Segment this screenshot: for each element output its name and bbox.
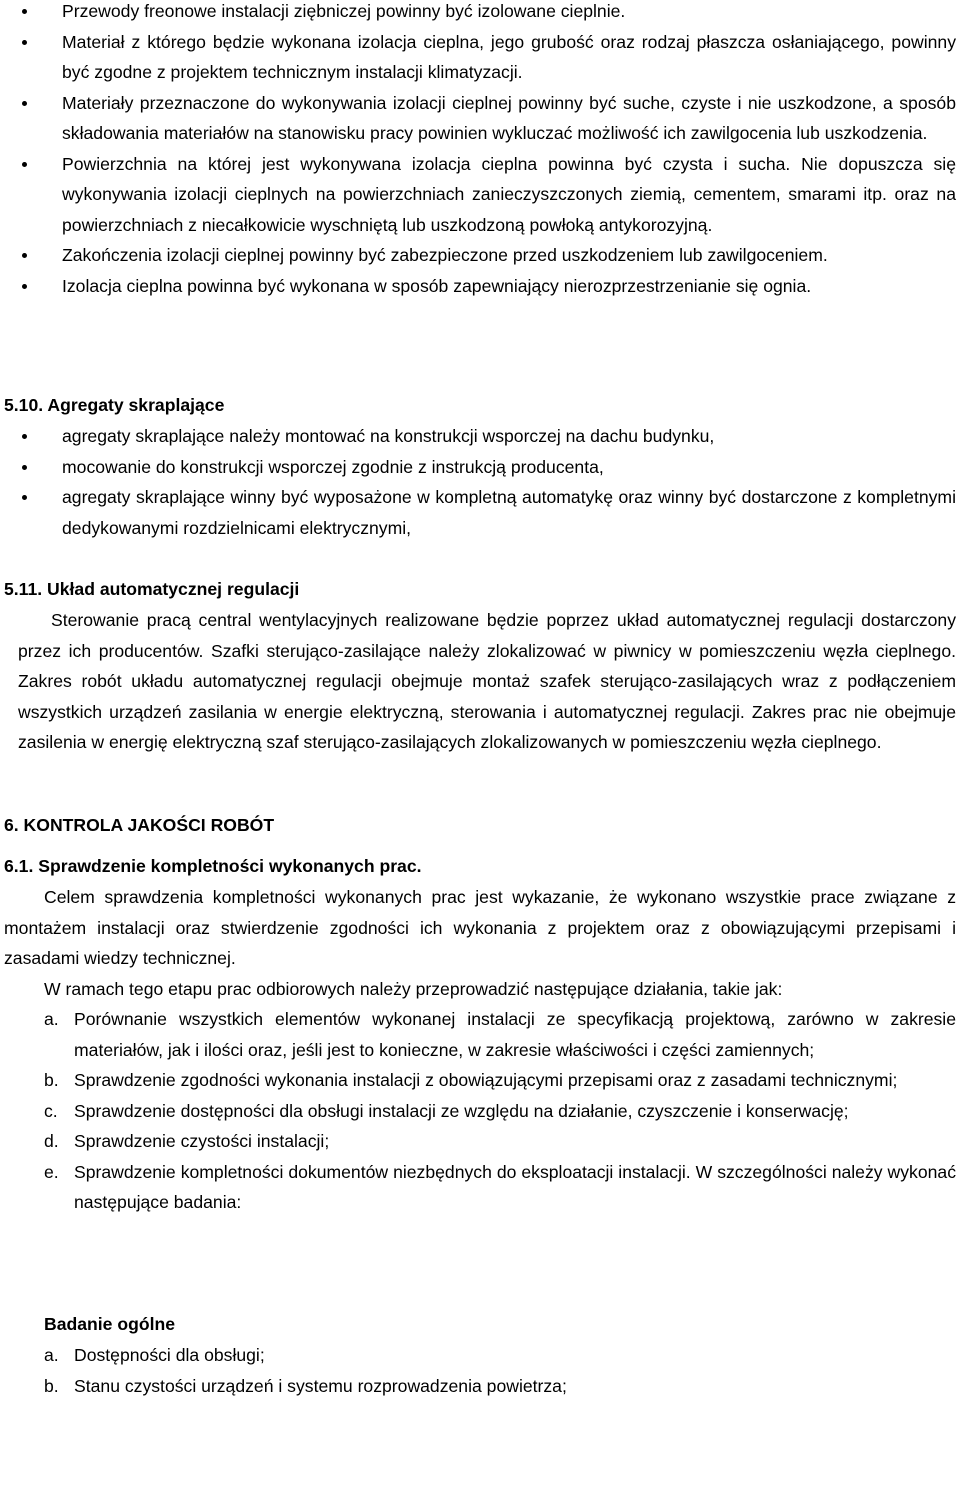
list-item: agregaty skraplające winny być wyposażone w kompletną automatykę oraz winny być dostarczone z kompletnymi dedykowanymi rozdzielnicami elektrycznymi, [0,482,960,543]
bullet-icon [22,253,27,258]
section-5-10-heading: 5.10. Agregaty skraplające [4,395,225,415]
list-item: Materiały przeznaczone do wykonywania izolacji cieplnej powinny być suche, czyste i nie uszkodzone, a sposób składowania materiałów na stanowisku pracy powinien wykluczać możliwość ich zawilgocenia lub uszkodzenia. [0,88,960,149]
list-item: b. Sprawdzenie zgodności wykonania instalacji z obowiązującymi przepisami oraz z zasadami technicznymi; [44,1070,898,1090]
bullet-icon [22,9,27,14]
list-item: c. Sprawdzenie dostępności dla obsługi instalacji ze względu na działanie, czyszczenie i konserwację; [44,1100,849,1121]
list-item: Powierzchnia na której jest wykonywana izolacja cieplna powinna być czysta i sucha. Nie dopuszcza się wykonywania izolacji cieplnych na powierzchniach zanieczyszczonych ziemią, cementem, smarami itp. oraz na powierzchniach z niecałkowicie wyschniętą lub uszkodzoną powłoką antykorozyjną. [0,149,960,241]
bullet-icon [22,40,27,45]
condensing-units-list [0,421,960,543]
list-item: a. Dostępności dla obsługi; [44,1345,265,1365]
list-item: Izolacja cieplna powinna być wykonana w sposób zapewniający nierozprzestrzenianie się ognia. [0,271,960,302]
bullet-icon [22,101,27,106]
list-item: Materiał z którego będzie wykonana izolacja cieplna, jego grubość oraz rodzaj płaszcza osłaniającego, powinny być zgodne z projektem technicznym instalacji klimatyzacji. [0,27,960,88]
acceptance-actions-list [44,1004,956,1218]
section-6-1-heading: 6.1. Sprawdzenie kompletności wykonanych prac. [4,856,422,876]
general-inspection-heading: Badanie ogólne [44,1314,175,1334]
bullet-icon [22,495,27,500]
list-item: Zakończenia izolacji cieplnej powinny być zabezpieczone przed uszkodzeniem lub zawilgoceniem. [0,240,960,271]
list-item: agregaty skraplające należy montować na konstrukcji wsporczej na dachu budynku, [0,421,960,452]
bullet-icon [22,465,27,470]
list-item: a. Porównanie wszystkich elementów wykonanej instalacji ze specyfikacją projektową, zarówno w zakresie materiałów, jak i ilości oraz, jeśli jest to konieczne, w zakresie właściwości i części zamiennych; [44,1009,956,1060]
list-item: mocowanie do konstrukcji wsporczej zgodnie z instrukcją producenta, [0,452,960,483]
section-6-1-paragraph-1: Celem sprawdzenia kompletności wykonanych prac jest wykazanie, że wykonano wszystkie prace związane z montażem instalacji oraz stwierdzenie zgodności ich wykonania z projektem oraz z obowiązującymi przepisami i zasadami wiedzy technicznej. [4,887,956,968]
bullet-icon [22,162,27,167]
section-5-11-paragraph: Sterowanie pracą central wentylacyjnych realizowane będzie poprzez układ automatycznej regulacji dostarczony przez ich producentów. Szafki sterująco-zasilające należy zlokalizować w piwnicy w pomieszczeniu węzła cieplnego. Zakres robót układu automatycznej regulacji obejmuje montaż szafek sterująco-zasilających wraz z podłączeniem wszystkich urządzeń zasilania w energie elektryczną, sterowania i automatycznej regulacji. Zakres prac nie obejmuje zasilenia w energię elektryczną szaf sterująco-zasilających zlokalizowanych w pomieszczeniu węzła cieplnego. [18,610,956,752]
list-item: Przewody freonowe instalacji ziębniczej powinny być izolowane cieplnie. [0,0,960,27]
bullet-icon [22,284,27,289]
section-6-heading: 6. KONTROLA JAKOŚCI ROBÓT [4,815,275,835]
general-inspection-list [44,1340,956,1401]
list-item: b. Stanu czystości urządzeń i systemu rozprowadzenia powietrza; [44,1375,567,1396]
list-item: e. Sprawdzenie kompletności dokumentów niezbędnych do eksploatacji instalacji. W szczególności należy wykonać następujące badania: [44,1161,956,1212]
section-6-1-paragraph-2: W ramach tego etapu prac odbiorowych należy przeprowadzić następujące działania, takie jak: [44,979,783,999]
bullet-icon [22,434,27,439]
section-5-11-heading: 5.11. Układ automatycznej regulacji [4,579,300,599]
list-item: d. Sprawdzenie czystości instalacji; [44,1131,330,1151]
insulation-requirements-list [0,0,960,301]
